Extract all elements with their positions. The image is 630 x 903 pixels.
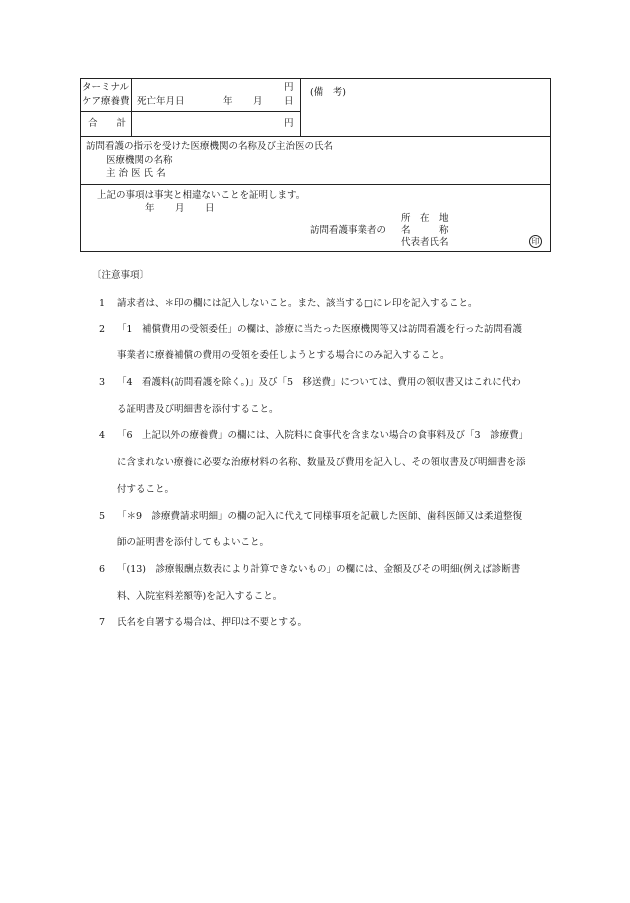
note-line: 「(13) 診療報酬点数表により計算できないもの」の欄には、金額及びその明細(例えば診断書 xyxy=(117,564,521,575)
note-line: 「4 看護料(訪問看護を除く。)」及び「5 移送費」については、費用の領収書又はこれに代わ xyxy=(117,377,521,388)
note-line: 事業者に療養補償の費用の受領を委任しようとする場合にのみ記入すること。 xyxy=(117,350,450,361)
total-label: 合 計 xyxy=(88,118,127,129)
month-unit: 月 xyxy=(253,96,263,107)
row-divider xyxy=(80,184,551,185)
terminal-care-label: ターミナル xyxy=(82,82,130,93)
day-unit: 日 xyxy=(284,96,294,107)
representative-label: 代表者氏名 xyxy=(401,237,449,248)
note-line: る証明書及び明細書を添付すること。 xyxy=(117,404,279,415)
name-label: 名 称 xyxy=(401,225,449,236)
address-label: 所 在 地 xyxy=(401,213,449,224)
provider-label: 訪問看護事業者の xyxy=(310,225,387,236)
year-unit: 年 xyxy=(223,96,233,107)
yen-unit: 円 xyxy=(284,82,294,93)
note-number: 4 xyxy=(99,430,106,441)
row-divider xyxy=(80,136,551,137)
note-line: 師の証明書を添付してもよいこと。 xyxy=(117,537,270,548)
terminal-care-label-2: ケア療養費 xyxy=(82,96,130,107)
institution-heading: 訪問看護の指示を受けた医療機関の名称及び主治医の氏名 xyxy=(86,141,334,152)
note-line: に含まれない療養に必要な治療材料の名称、数量及び費用を記入し、その領収書及び明細書を添 xyxy=(117,457,526,468)
column-divider xyxy=(300,78,301,136)
note-line: 「6 上記以外の療養費」の欄には、入院料に食事代を含まない場合の食事料及び「3 診療費」 xyxy=(117,430,529,441)
column-divider xyxy=(131,78,132,136)
note-line: 料、入院室料差額等)を記入すること。 xyxy=(117,591,283,602)
note-number: 7 xyxy=(99,617,106,628)
remarks-label: (備 考) xyxy=(310,87,346,98)
note-line: 付すること。 xyxy=(117,484,175,495)
institution-name-label: 医療機関の名称 xyxy=(106,155,173,166)
note-number: 2 xyxy=(99,324,106,335)
note-number: 1 xyxy=(99,298,106,309)
note-line: 請求者は、＊印の欄には記入しないこと。また、該当する□にレ印を記入すること。 xyxy=(117,298,478,309)
note-number: 3 xyxy=(99,377,106,388)
cert-day-unit: 日 xyxy=(205,203,215,214)
row-divider xyxy=(80,111,300,112)
certify-text: 上記の事項は事実と相違ないことを証明します。 xyxy=(97,190,306,201)
doctor-name-label: 主 治 医 氏 名 xyxy=(106,168,166,179)
notes-heading: 〔注意事項〕 xyxy=(92,270,150,281)
note-number: 5 xyxy=(99,511,106,522)
note-number: 6 xyxy=(99,564,106,575)
note-line: 氏名を自署する場合は、押印は不要とする。 xyxy=(117,617,308,628)
cert-month-unit: 月 xyxy=(175,203,185,214)
total-yen-unit: 円 xyxy=(284,118,294,129)
note-line: 「1 補償費用の受領委任」の欄は、診療に当たった医療機関等又は訪問看護を行った訪問看護 xyxy=(117,324,523,335)
cert-year-unit: 年 xyxy=(145,203,155,214)
seal-icon: 印 xyxy=(529,235,542,248)
note-line: 「＊9 診療費請求明細」の欄の記入に代えて同様事項を記載した医師、歯科医師又は柔道整復 xyxy=(117,511,523,522)
death-date-label: 死亡年月日 xyxy=(137,96,185,107)
